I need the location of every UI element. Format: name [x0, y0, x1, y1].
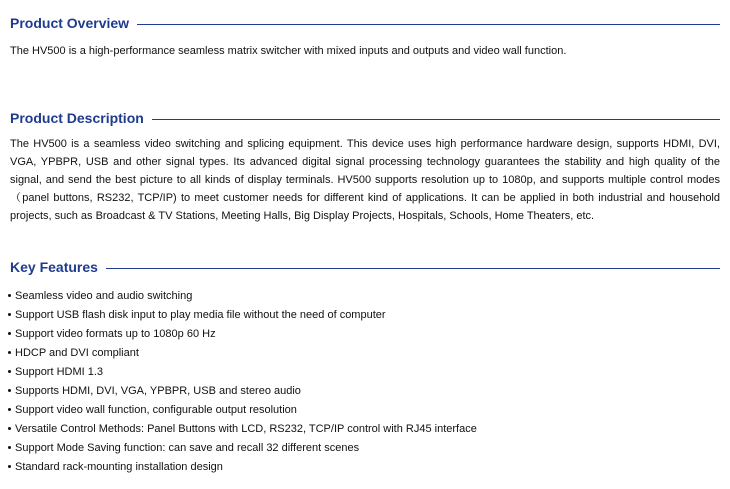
list-item [8, 419, 477, 438]
bullet-icon [8, 313, 11, 316]
heading-divider [137, 24, 720, 25]
feature-text: Seamless video and audio switching [15, 289, 193, 302]
key-features-list [8, 286, 477, 476]
feature-text: Support Mode Saving function: can save and recall 32 different scenes [15, 441, 360, 454]
bullet-icon [8, 446, 11, 449]
bullet-icon [8, 465, 11, 468]
list-item [8, 400, 477, 419]
feature-text: Support HDMI 1.3 [15, 365, 104, 378]
bullet-icon [8, 332, 11, 335]
feature-text: Support video formats up to 1080p 60 Hz [15, 327, 216, 340]
feature-text: Support video wall function, configurable output resolution [15, 403, 297, 416]
feature-text: Versatile Control Methods: Panel Buttons with LCD, RS232, TCP/IP control with RJ45 interface [15, 422, 477, 435]
product-overview-heading [10, 13, 720, 33]
bullet-icon [8, 389, 11, 392]
list-item [8, 324, 477, 343]
list-item [8, 381, 477, 400]
key-features-heading [10, 257, 720, 277]
section-title: Product Description [10, 110, 144, 126]
feature-text: HDCP and DVI compliant [15, 346, 139, 359]
feature-text: Support USB flash disk input to play media file without the need of computer [15, 308, 386, 321]
list-item [8, 457, 477, 476]
product-description-heading [10, 108, 720, 128]
heading-divider [152, 119, 720, 120]
bullet-icon [8, 370, 11, 373]
bullet-icon [8, 408, 11, 411]
list-item [8, 286, 477, 305]
section-title: Product Overview [10, 15, 130, 31]
product-description-text: The HV500 is a seamless video switching and splicing equipment. This device uses high performance hardware design, supports HDMI, DVI, VGA, YPBPR, USB and other signal types. Its advanced digital signal processing technology guarantees the stability and high quality of the signal, and send the best picture to all kinds of display terminals. HV500 supports resolution up to 1080p, and supports multiple control modes （panel buttons, RS232, TCP/IP) to meet customer needs for different kind of applications. It can be applied in both industrial and household projects, such as Broadcast & TV Stations, Meeting Halls, Big Display Projects, Hospitals, Schools, Home Theaters, etc. [10, 138, 720, 222]
heading-divider [106, 268, 720, 269]
list-item [8, 438, 477, 457]
list-item [8, 343, 477, 362]
list-item [8, 305, 477, 324]
bullet-icon [8, 351, 11, 354]
bullet-icon [8, 427, 11, 430]
product-overview-text: The HV500 is a high-performance seamless matrix switcher with mixed inputs and outputs and video wall function. [10, 45, 567, 57]
section-title: Key Features [10, 259, 98, 275]
feature-text: Supports HDMI, DVI, VGA, YPBPR, USB and stereo audio [15, 384, 301, 397]
list-item [8, 362, 477, 381]
bullet-icon [8, 294, 11, 297]
feature-text: Standard rack-mounting installation design [15, 460, 223, 473]
